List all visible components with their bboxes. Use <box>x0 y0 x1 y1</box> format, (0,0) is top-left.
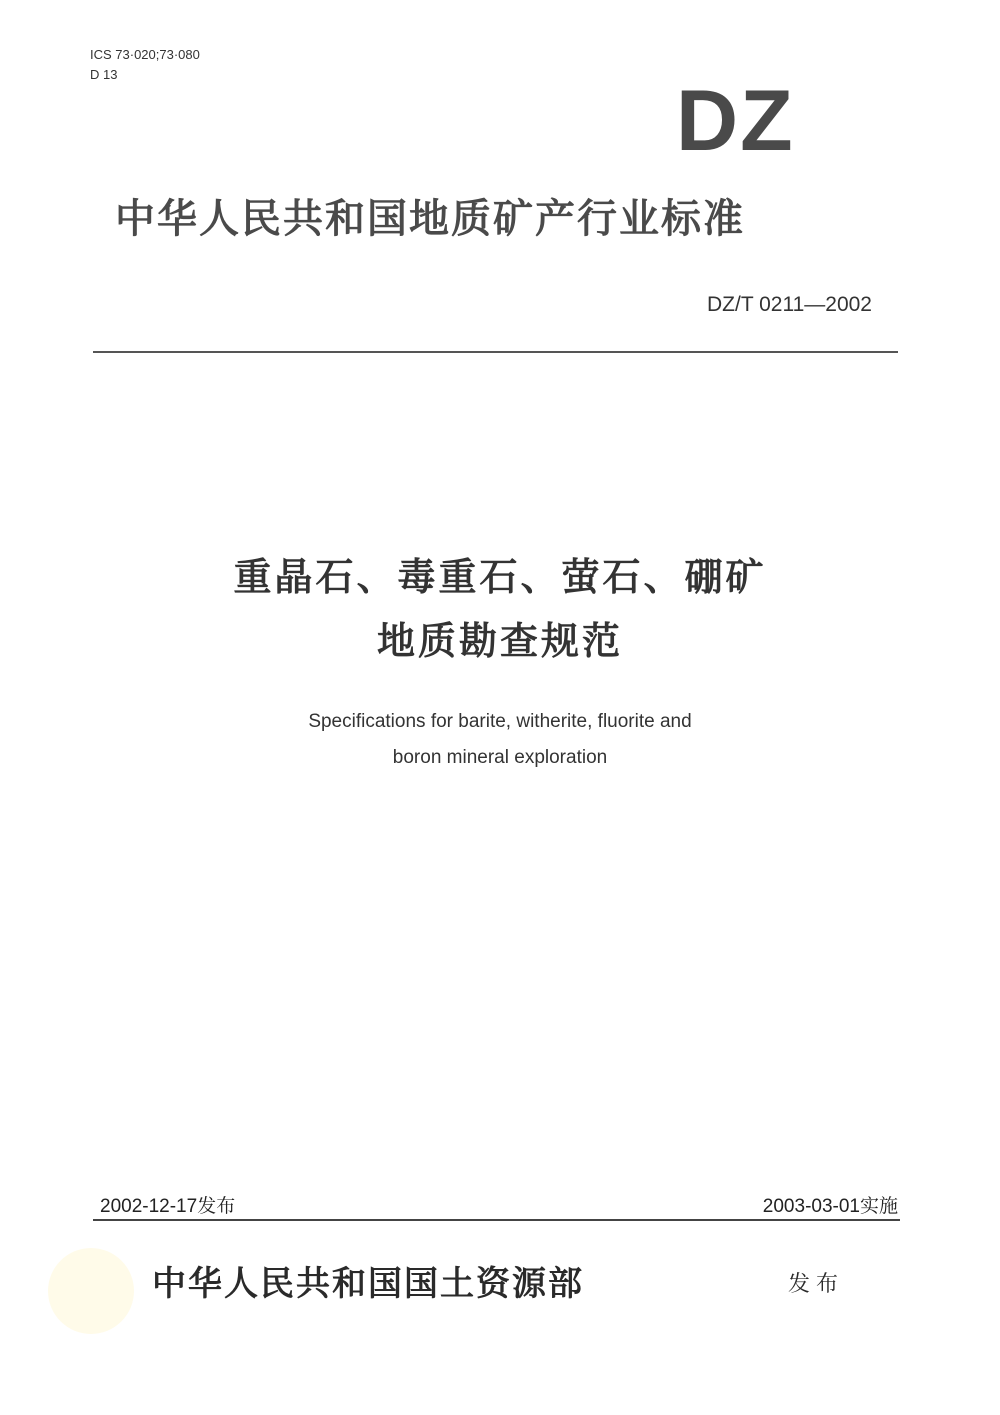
title-cn-line-1: 重晶石、毒重石、萤石、硼矿 <box>233 555 767 599</box>
industry-standard-title: 中华人民共和国地质矿产行业标准 <box>115 196 745 242</box>
document-title-cn <box>100 545 900 673</box>
implementation-date: 2003-03-01实施 <box>762 1196 898 1217</box>
top-divider <box>93 351 898 353</box>
document-title-en <box>100 704 900 776</box>
ics-code: ICS 73·020;73·080 <box>90 47 200 62</box>
publisher-name: 中华人民共和国国土资源部 <box>152 1264 584 1304</box>
title-en-line-1: Specifications for barite, witherite, fluorite and <box>308 711 692 732</box>
title-cn-line-2: 地质勘查规范 <box>376 619 623 663</box>
bottom-divider <box>93 1219 900 1221</box>
issue-date: 2002-12-17发布 <box>100 1196 236 1217</box>
classification-code: D 13 <box>90 67 118 82</box>
paper-stain <box>48 1248 134 1334</box>
standard-number: DZ/T 0211—2002 <box>707 293 872 316</box>
dz-logo: DZ <box>676 73 795 169</box>
publisher-action: 发布 <box>788 1272 845 1297</box>
header-codes <box>90 45 200 85</box>
title-en-line-2: boron mineral exploration <box>392 747 608 768</box>
